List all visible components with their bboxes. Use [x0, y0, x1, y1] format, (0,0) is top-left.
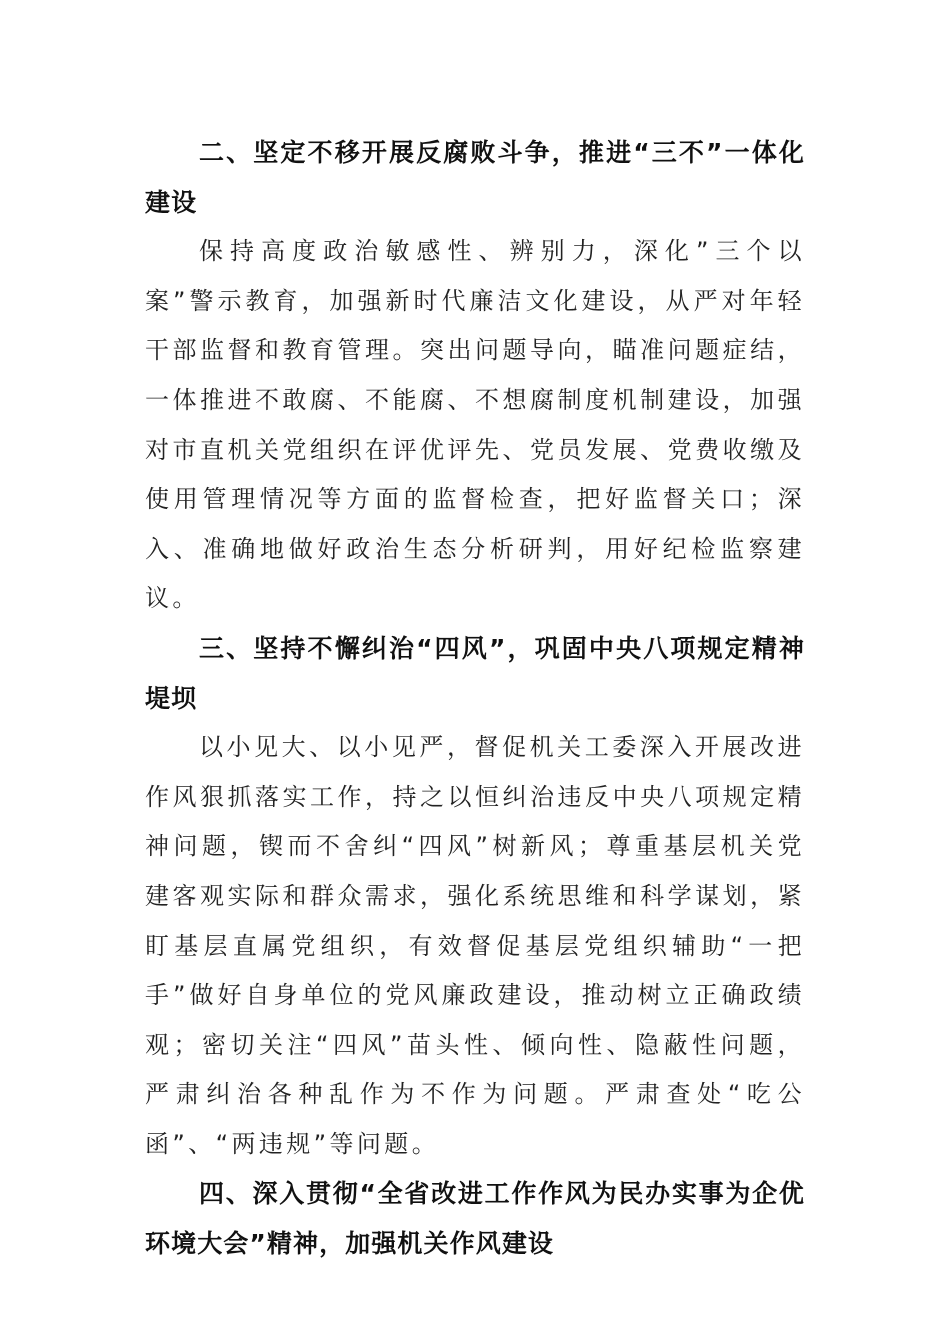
section-heading-4: 四、深入贯彻“全省改进工作作风为民办实事为企优环境大会”精神，加强机关作风建设	[145, 1179, 805, 1259]
section-heading-2: 二、坚定不移开展反腐败斗争，推进“三不”一体化建设	[145, 138, 805, 217]
section-heading-3: 三、坚持不懈纠治“四风”，巩固中央八项规定精神堤坝	[145, 633, 805, 713]
document-body	[145, 128, 805, 1269]
section-paragraph-3: 以小见大、以小见严，督促机关工委深入开展改进作风狠抓落实工作，持之以恒纠治违反中央八项规定精神问题，锲而不舍纠“四风”树新风；尊重基层机关党建客观实际和群众需求，强化系统思维和科学谋划，紧盯基层直属党组织，有效督促基层党组织辅助“一把手”做好自身单位的党风廉政建设，推动树立正确政绩观；密切关注“四风”苗头性、倾向性、隐蔽性问题，严肃纠治各种乱作为不作为问题。严肃查处“吃公函”、“两违规”等问题。	[145, 733, 805, 1158]
section-paragraph-2: 保持高度政治敏感性、辨别力，深化”三个以案”警示教育，加强新时代廉洁文化建设，从严对年轻干部监督和教育管理。突出问题导向，瞄准问题症结，一体推进不敢腐、不能腐、不想腐制度机制建设，加强对市直机关党组织在评优评先、党员发展、党费收缴及使用管理情况等方面的监督检查，把好监督关口；深入、准确地做好政治生态分析研判，用好纪检监察建议。	[145, 237, 805, 613]
